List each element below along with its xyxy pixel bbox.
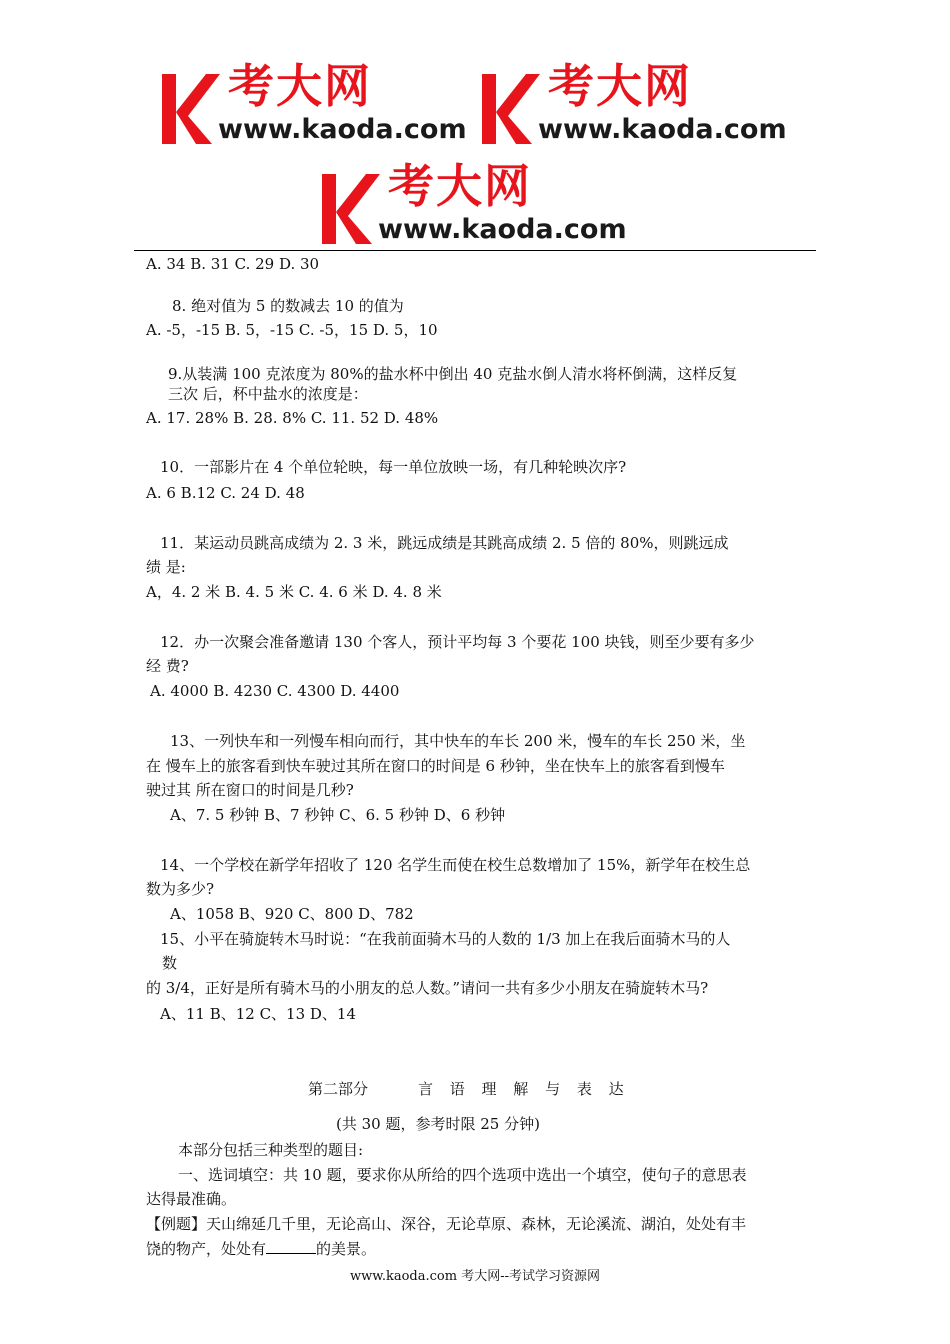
q13-stem-2: 在 慢车上的旅客看到快车驶过其所在窗口的时间是 6 秒钟，坐在快车上的旅客看到慢车 bbox=[146, 757, 725, 775]
logo-name: 考大网 bbox=[228, 59, 372, 113]
page-footer: www.kaoda.com 考大网--考试学习资源网 bbox=[350, 1269, 600, 1284]
section-intro: 本部分包括三种类型的题目: bbox=[178, 1141, 364, 1159]
q15-stem-3: 的 3/4，正好是所有骑木马的小朋友的总人数。”请问一共有多少小朋友在骑旋转木马? bbox=[146, 979, 709, 997]
section-label: 第二部分 bbox=[308, 1080, 369, 1098]
q8-stem: 8. 绝对值为 5 的数减去 10 的值为 bbox=[172, 297, 404, 315]
q11-stem-2: 绩 是: bbox=[146, 558, 186, 576]
k-logo-icon bbox=[160, 72, 220, 146]
q13-options: A、7. 5 秒钟 B、7 秒钟 C、6. 5 秒钟 D、6 秒钟 bbox=[170, 806, 506, 824]
q12-stem-1: 12．办一次聚会准备邀请 130 个客人，预计平均每 3 个要花 100 块钱，则至少要有多少 bbox=[160, 633, 755, 651]
k-logo-icon bbox=[320, 172, 380, 246]
part1-line-1: 一、选词填空：共 10 题，要求你从所给的四个选项中选出一个填空，使句子的意思表 bbox=[178, 1166, 747, 1184]
q15-stem-1: 15、小平在骑旋转木马时说：“在我前面骑木马的人数的 1/3 加上在我后面骑木马的人 bbox=[160, 930, 731, 948]
logo-name: 考大网 bbox=[548, 59, 692, 113]
q7-options: A. 34 B. 31 C. 29 D. 30 bbox=[146, 255, 320, 273]
q12-options: A. 4000 B. 4230 C. 4300 D. 4400 bbox=[150, 682, 400, 700]
q11-stem-1: 11．某运动员跳高成绩为 2. 3 米，跳远成绩是其跳高成绩 2. 5 倍的 80%，则跳远成 bbox=[160, 534, 729, 552]
k-logo-icon bbox=[480, 72, 540, 146]
q11-options: A，4. 2 米 B. 4. 5 米 C. 4. 6 米 D. 4. 8 米 bbox=[146, 583, 442, 601]
section-name: 言 语 理 解 与 表 达 bbox=[418, 1080, 630, 1098]
kaoda-logo-2 bbox=[480, 59, 800, 146]
header-divider bbox=[134, 250, 816, 251]
q14-stem-2: 数为多少? bbox=[146, 880, 215, 898]
section-note: (共 30 题，参考时限 25 分钟) bbox=[336, 1115, 540, 1133]
example-line-1: 【例题】天山绵延几千里，无论高山、深谷，无论草原、森林，无论溪流、湖泊，处处有丰 bbox=[146, 1215, 747, 1233]
logo-name: 考大网 bbox=[388, 159, 532, 213]
q13-stem-3: 驶过其 所在窗口的时间是几秒? bbox=[146, 781, 354, 799]
q9-options: A. 17. 28% B. 28. 8% C. 11. 52 D. 48% bbox=[146, 409, 439, 427]
q15-stem-2: 数 bbox=[162, 954, 178, 972]
example-line-2 bbox=[146, 1239, 376, 1259]
kaoda-logo-1 bbox=[160, 59, 480, 146]
q12-stem-2: 经 费? bbox=[146, 657, 189, 675]
example-text-before-blank: 饶的物产，处处有 bbox=[146, 1240, 267, 1258]
logo-url: www.kaoda.com bbox=[538, 114, 787, 145]
logo-url: www.kaoda.com bbox=[218, 114, 467, 145]
q10-stem: 10．一部影片在 4 个单位轮映，每一单位放映一场，有几种轮映次序? bbox=[160, 458, 627, 476]
q9-stem-2: 三次 后，杯中盐水的浓度是： bbox=[168, 385, 368, 403]
q15-options: A、11 B、12 C、13 D、14 bbox=[160, 1005, 357, 1023]
q13-stem-1: 13、一列快车和一列慢车相向而行，其中快车的车长 200 米，慢车的车长 250 米，坐 bbox=[170, 732, 746, 750]
q10-options: A. 6 B.12 C. 24 D. 48 bbox=[146, 484, 305, 502]
logo-url: www.kaoda.com bbox=[378, 214, 627, 245]
q9-stem-1: 9.从装满 100 克浓度为 80%的盐水杯中倒出 40 克盐水倒人清水将杯倒满，这样反复 bbox=[168, 365, 738, 383]
q8-options: A. -5，-15 B. 5，-15 C. -5，15 D. 5，10 bbox=[146, 321, 438, 339]
q14-stem-1: 14、一个学校在新学年招收了 120 名学生而使在校生总数增加了 15%，新学年在校生总 bbox=[160, 856, 751, 874]
part1-line-2: 达得最准确。 bbox=[146, 1190, 237, 1208]
example-text-after-blank: 的美景。 bbox=[316, 1240, 377, 1258]
kaoda-logo-3 bbox=[320, 159, 640, 246]
fill-blank bbox=[266, 1239, 316, 1254]
q14-options: A、1058 B、920 C、800 D、782 bbox=[170, 905, 414, 923]
